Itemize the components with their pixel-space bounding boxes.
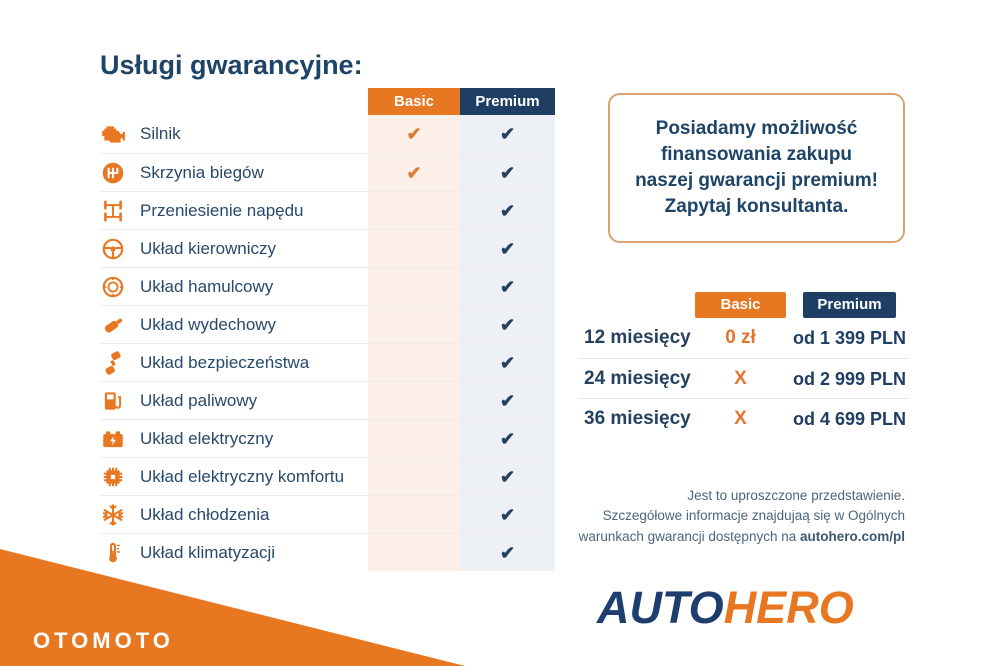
- premium-check: ✔: [499, 505, 516, 525]
- premium-price: od 2 999 PLN: [792, 369, 907, 389]
- brake-disc-icon: [100, 274, 126, 300]
- premium-price: od 4 699 PLN: [792, 409, 907, 429]
- service-label: Skrzynia biegów: [140, 162, 264, 182]
- table-row: [100, 381, 555, 419]
- disclaimer-line: [520, 527, 905, 547]
- table-row: [100, 457, 555, 495]
- table-row: [578, 318, 908, 358]
- premium-check: ✔: [499, 467, 516, 487]
- financing-line: naszej gwarancji premium!: [635, 170, 878, 191]
- disclaimer: [520, 486, 905, 547]
- basic-check: [368, 420, 460, 458]
- premium-check: ✔: [499, 163, 516, 183]
- basic-price: X: [734, 368, 747, 389]
- basic-check: [368, 382, 460, 420]
- period-label: 12 miesięcy: [584, 327, 691, 348]
- premium-check: ✔: [499, 391, 516, 411]
- premium-check: ✔: [499, 201, 516, 221]
- autohero-url-link[interactable]: autohero.com/pl: [799, 528, 905, 544]
- thermometer-icon: [100, 540, 126, 566]
- financing-callout: [608, 93, 905, 243]
- seatbelt-icon: [100, 350, 126, 376]
- period-label: 24 miesięcy: [584, 368, 691, 389]
- page-title: Usługi gwarancyjne:: [100, 50, 363, 80]
- service-label: Układ wydechowy: [140, 314, 277, 334]
- premium-check: ✔: [499, 124, 516, 144]
- premium-check: ✔: [499, 543, 516, 563]
- pricing-header-premium: Premium: [803, 292, 896, 318]
- basic-check: [368, 496, 460, 534]
- steering-wheel-icon: [100, 236, 126, 262]
- services-rows: [100, 115, 555, 571]
- basic-check: ✔: [406, 163, 422, 183]
- premium-check: ✔: [499, 239, 516, 259]
- fuel-pump-icon: [100, 388, 126, 414]
- exhaust-icon: [100, 312, 126, 338]
- basic-check: [368, 230, 460, 268]
- table-row: [578, 358, 908, 398]
- pricing-header-basic: Basic: [695, 292, 786, 318]
- battery-icon: [100, 426, 126, 452]
- services-table: [100, 88, 555, 571]
- drivetrain-icon: [100, 198, 126, 224]
- premium-price: od 1 399 PLN: [792, 328, 907, 348]
- service-label: Silnik: [140, 124, 181, 143]
- service-label: Układ hamulcowy: [140, 276, 274, 296]
- table-row: [100, 419, 555, 457]
- premium-check: ✔: [499, 353, 516, 373]
- premium-check: ✔: [499, 315, 516, 335]
- financing-line: Posiadamy możliwość: [655, 117, 858, 139]
- premium-check: ✔: [499, 429, 516, 449]
- table-row: [100, 305, 555, 343]
- period-label: 36 miesięcy: [584, 408, 691, 429]
- service-label: Układ klimatyzacji: [140, 542, 276, 562]
- table-row: [100, 495, 555, 533]
- basic-check: [368, 268, 460, 306]
- snowflake-icon: [100, 502, 126, 528]
- table-row: [578, 398, 908, 438]
- column-header-basic: Basic: [368, 88, 460, 115]
- basic-price: X: [734, 408, 747, 429]
- column-header-premium: Premium: [460, 88, 555, 115]
- table-row: [100, 267, 555, 305]
- disclaimer-line: Jest to uproszczone przedstawienie.: [687, 488, 905, 503]
- autohero-logo-auto: AUTO: [597, 582, 724, 633]
- table-row: [100, 343, 555, 381]
- service-label: Przeniesienie napędu: [140, 200, 304, 220]
- basic-price: 0 zł: [725, 327, 756, 348]
- basic-check: [368, 192, 460, 230]
- service-label: Układ elektryczny: [140, 428, 274, 448]
- table-row: [100, 229, 555, 267]
- table-row: [100, 533, 555, 571]
- chip-icon: [100, 464, 126, 490]
- pricing-rows: [578, 318, 908, 438]
- basic-check: [368, 306, 460, 344]
- disclaimer-line: Szczegółowe informacje znajdujaą się w Ogólnych: [602, 508, 905, 524]
- disclaimer-line-text: warunkach gwarancji dostępnych na: [578, 528, 800, 544]
- gearbox-icon: [100, 160, 126, 186]
- autohero-logo: [597, 582, 854, 634]
- table-row: [100, 191, 555, 229]
- autohero-logo-hero: HERO: [723, 582, 854, 633]
- service-label: Układ bezpieczeństwa: [140, 352, 310, 372]
- service-label: Układ paliwowy: [140, 390, 258, 410]
- premium-check: ✔: [499, 277, 516, 297]
- service-label: Układ elektryczny komfortu: [140, 466, 345, 486]
- basic-check: ✔: [406, 124, 422, 144]
- basic-check: [368, 458, 460, 496]
- table-row: [100, 115, 555, 153]
- basic-check: [368, 344, 460, 382]
- table-row: [100, 153, 555, 191]
- otomoto-logo: OTOMOTO: [33, 628, 174, 653]
- engine-icon: [100, 121, 126, 147]
- financing-line: finansowania zakupu: [660, 143, 853, 165]
- basic-check: [368, 534, 460, 572]
- financing-line: Zapytaj konsultanta.: [664, 196, 849, 218]
- service-label: Układ chłodzenia: [140, 504, 270, 524]
- service-label: Układ kierowniczy: [140, 238, 277, 258]
